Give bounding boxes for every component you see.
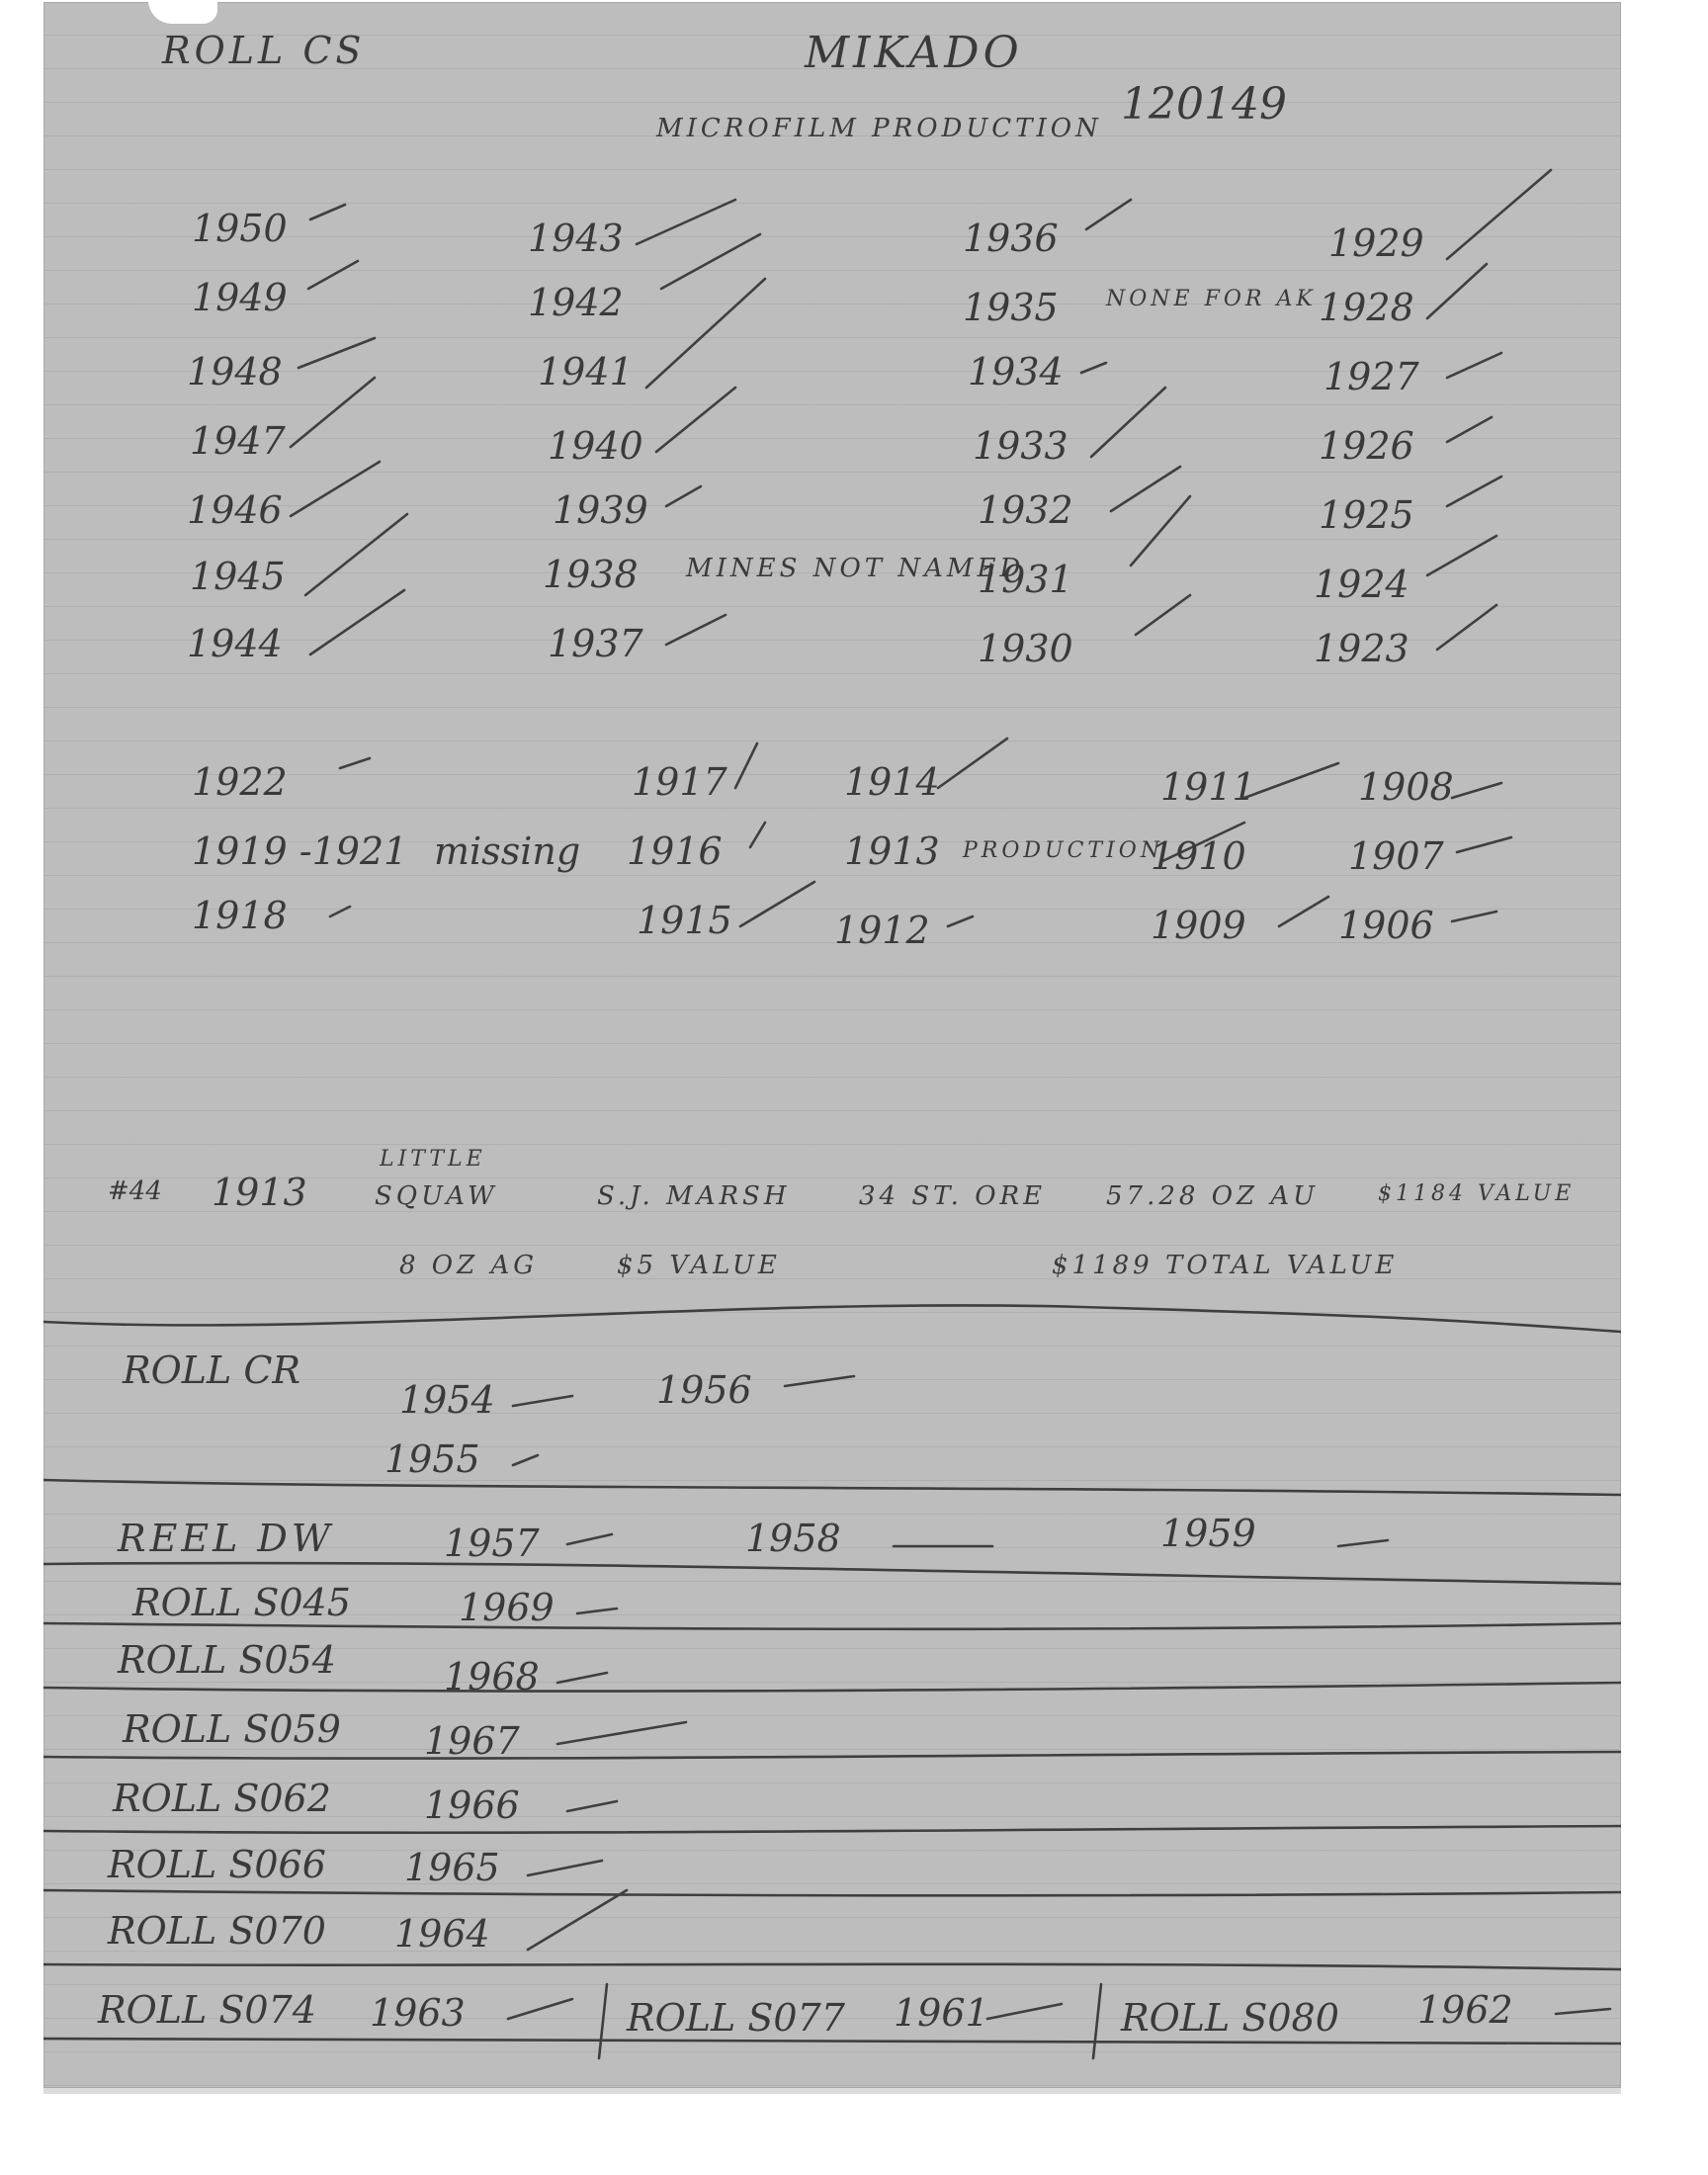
roll-year: 1965 <box>404 1846 500 1889</box>
bottom-roll-year: 1961 <box>894 1991 989 2035</box>
roll-label: ROLL S070 <box>108 1909 326 1953</box>
note-production: PRODUCTION <box>963 838 1164 863</box>
year-1922: 1922 <box>192 760 288 804</box>
roll-year: 1968 <box>444 1655 540 1698</box>
year-1912: 1912 <box>834 909 930 952</box>
roll-cr-year-1955: 1955 <box>384 1437 480 1481</box>
year-1925: 1925 <box>1319 493 1414 537</box>
roll-label: ROLL S045 <box>132 1581 351 1624</box>
year-1935: 1935 <box>963 286 1059 329</box>
year-1913: 1913 <box>844 829 940 873</box>
year-1948: 1948 <box>187 350 283 393</box>
bottom-roll-label: ROLL S074 <box>98 1988 316 2032</box>
document-number: 120149 <box>1121 79 1287 130</box>
year-1929: 1929 <box>1328 221 1424 265</box>
record-silver: 8 OZ AG <box>399 1251 538 1280</box>
roll-cr-year-1954: 1954 <box>399 1378 495 1422</box>
page-subtitle: MICROFILM PRODUCTION <box>656 114 1102 143</box>
year-1934: 1934 <box>968 350 1064 393</box>
year-1945: 1945 <box>190 555 286 598</box>
bottom-roll-label: ROLL S077 <box>627 1996 845 2040</box>
year-1941: 1941 <box>538 350 634 393</box>
reel-dw-label: REEL DW <box>118 1517 334 1560</box>
roll-cr-year-1956: 1956 <box>656 1368 752 1412</box>
year-1936: 1936 <box>963 217 1059 260</box>
year-1942: 1942 <box>528 281 624 324</box>
reel-dw-year-1958: 1958 <box>745 1517 841 1560</box>
year-1932: 1932 <box>978 488 1073 532</box>
year-1919-1921: 1919 -1921 <box>192 829 408 873</box>
record-gold-value: $1184 VALUE <box>1378 1181 1576 1206</box>
roll-label: ROLL S066 <box>108 1843 326 1886</box>
roll-year: 1967 <box>424 1719 520 1763</box>
record-ref: #44 <box>108 1176 162 1206</box>
year-1927: 1927 <box>1324 355 1419 398</box>
record-mine-line2: SQUAW <box>375 1181 498 1211</box>
record-total: $1189 TOTAL VALUE <box>1052 1251 1399 1280</box>
record-year: 1913 <box>212 1171 307 1214</box>
year-1926: 1926 <box>1319 424 1414 468</box>
year-1924: 1924 <box>1314 563 1409 606</box>
year-1915: 1915 <box>637 899 732 942</box>
roll-year: 1969 <box>459 1586 555 1629</box>
roll-year: 1966 <box>424 1784 520 1827</box>
year-1933: 1933 <box>973 424 1068 468</box>
year-1914: 1914 <box>844 760 940 804</box>
year-1949: 1949 <box>192 276 288 319</box>
record-operator: S.J. MARSH <box>597 1181 791 1211</box>
record-gold: 57.28 OZ AU <box>1106 1181 1320 1211</box>
year-1906: 1906 <box>1338 904 1434 947</box>
year-1947: 1947 <box>190 419 286 463</box>
bottom-roll-label: ROLL S080 <box>1121 1996 1339 2040</box>
year-1911: 1911 <box>1160 765 1256 809</box>
record-silver-value: $5 VALUE <box>617 1251 781 1280</box>
year-1909: 1909 <box>1151 904 1246 947</box>
roll-label: ROLL S054 <box>118 1638 336 1682</box>
bottom-roll-year: 1962 <box>1417 1988 1513 2032</box>
year-1908: 1908 <box>1358 765 1454 809</box>
year-1907: 1907 <box>1348 834 1444 878</box>
year-1918: 1918 <box>192 894 288 937</box>
roll-label: ROLL S062 <box>113 1777 331 1820</box>
roll-year: 1964 <box>394 1912 490 1956</box>
record-tons: 34 ST. ORE <box>859 1181 1047 1211</box>
year-1944: 1944 <box>187 622 283 665</box>
page-title: MIKADO <box>805 28 1023 78</box>
year-1940: 1940 <box>548 424 643 468</box>
year-1928: 1928 <box>1319 286 1414 329</box>
year-1950: 1950 <box>192 207 288 250</box>
year-1943: 1943 <box>528 217 624 260</box>
scanned-page <box>43 2 1621 2088</box>
year-1939: 1939 <box>553 488 648 532</box>
reel-dw-year-1959: 1959 <box>1160 1512 1256 1555</box>
note-mines-not-named: MINES NOT NAMED <box>686 554 1025 583</box>
bottom-roll-year: 1963 <box>370 1991 466 2035</box>
year-1930: 1930 <box>978 627 1073 670</box>
year-1938: 1938 <box>543 553 639 596</box>
roll-label: ROLL CS <box>162 29 366 72</box>
page-tear <box>148 0 217 24</box>
year-1946: 1946 <box>187 488 283 532</box>
note-none-for-ak: NONE FOR AK <box>1106 287 1317 311</box>
note-missing: missing <box>434 829 581 873</box>
paper-edge <box>43 2088 1621 2094</box>
reel-dw-year-1957: 1957 <box>444 1522 540 1565</box>
year-1910: 1910 <box>1151 834 1246 878</box>
year-1923: 1923 <box>1314 627 1409 670</box>
roll-label: ROLL S059 <box>123 1707 341 1751</box>
year-1931: 1931 <box>978 558 1073 601</box>
year-1917: 1917 <box>632 760 727 804</box>
year-1937: 1937 <box>548 622 643 665</box>
year-1916: 1916 <box>627 829 723 873</box>
record-mine-line1: LITTLE <box>380 1147 486 1172</box>
roll-cr-label: ROLL CR <box>123 1348 300 1392</box>
